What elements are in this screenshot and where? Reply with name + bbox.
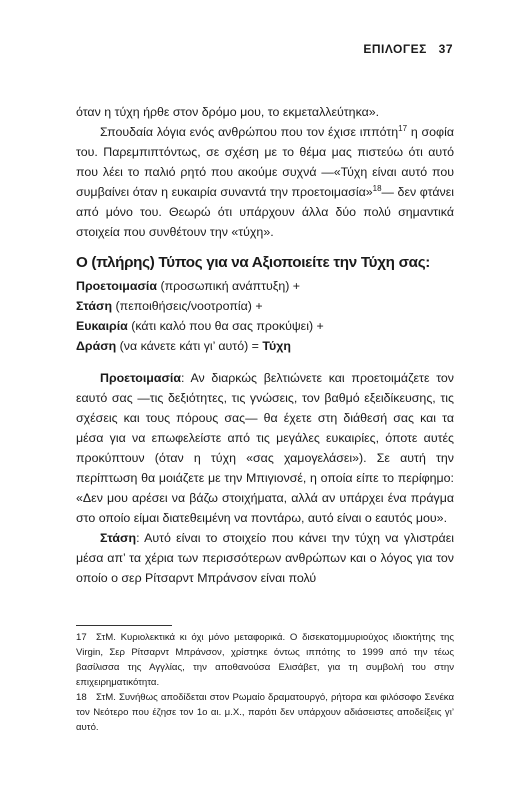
footnote-ref-18[interactable]: 18 — [372, 183, 382, 193]
main-text — [76, 102, 454, 588]
footnote-18 — [76, 690, 454, 735]
formula-block — [76, 276, 454, 356]
footnote-ref-17[interactable]: 17 — [398, 123, 408, 133]
section-heading: Ο (πλήρης) Τύπος για να Αξιοποιείτε την Τύχη σας: — [76, 254, 431, 271]
page-number: 37 — [438, 42, 453, 56]
paragraph-1: όταν η τύχη ήρθε στον δρόμο μου, το εκμεταλλεύτηκα». — [76, 105, 380, 119]
footnote-text: ΣτΜ. Συνήθως αποδίδεται στον Ρωμαίο δραματουργό, ρήτορα και φιλόσοφο Σενέκα τον Νεότερο που έζησε τον 1ο αι. μ.Χ., παρότι δεν υπάρχουν αδιάσειστες αποδείξεις γι’ αυτό. — [76, 692, 454, 733]
section-title: ΕΠΙΛΟΓΕΣ — [363, 42, 427, 56]
footnotes — [76, 630, 454, 735]
formula-line-opportunity — [76, 316, 454, 336]
footnote-number: 17 — [76, 632, 87, 643]
paragraph-2 — [76, 122, 454, 242]
paragraph-preparation — [76, 368, 454, 528]
formula-desc: (να κάνετε κάτι γι’ αυτό) = — [116, 339, 263, 353]
formula-desc: (προσωπική ανάπτυξη) + — [157, 279, 301, 293]
paragraph-2-text-b: η σοφία του. Παρεμπιπτόντως, σε σχέση με το θέμα μας πιστεύω ότι αυτό που λέει το παλιό ρητό που ακούμε συχνά —«Τύχη είναι αυτό που συμβαίνει όταν η ευκαιρία συναντά την προετοιμασία» — [76, 125, 454, 199]
formula-term: Δράση — [76, 339, 117, 353]
formula-term: Ευκαιρία — [76, 319, 128, 333]
formula-term: Προετοιμασία — [76, 279, 157, 293]
paragraph-2-text-c: — δεν φτάνει από μόνο του. Θεωρώ ότι υπάρχουν άλλα δύο πολύ σημαντικά στοιχεία που συνθέτουν την «τύχη». — [76, 185, 454, 239]
running-header — [363, 42, 453, 56]
footnote-text: ΣτΜ. Κυριολεκτικά κι όχι μόνο μεταφορικά. Ο δισεκατομμυριούχος ιδιοκτήτης της Virgin, Σερ Ρίτσαρντ Μπράνσον, χρίστηκε όντως ιππότης το 1999 από την τέως βασίλισσα της Αγγλίας, την αποθανούσα Ελισάβετ, για τη συμβολή του στην επιχειρηματικότητα. — [76, 632, 454, 688]
footnote-number: 18 — [76, 692, 87, 703]
formula-desc: (κάτι καλό που θα σας προκύψει) + — [127, 319, 324, 333]
paragraph-text: : Αν διαρκώς βελτιώνετε και προετοιμάζετε τον εαυτό σας —τις δεξιότητες, τις γνώσεις, τον βαθμό εξειδίκευσης, τις σχέσεις και τους πόρους σας— θα έχετε στη διάθεσή σας και τα μέσα για να επωφελείστε από τις μεγάλες ευκαιρίες, όποτε αυτές προκύπτουν (όταν η τύχη «σας χαμογελάσει»). Σε αυτή την περίπτωση θα μοιάζετε με την Μπιγιονσέ, η οποία είπε το περίφημο: «Δεν μου αρέσει να βάζω στοιχήματα, αλλά αν υπάρχει ένα πράγμα στο οποίο είμαι διατεθειμένη να ποντάρω, αυτό είναι ο εαυτός μου». — [76, 371, 454, 525]
footnote-17 — [76, 630, 454, 690]
paragraph-attitude — [76, 528, 454, 588]
formula-result: Τύχη — [262, 339, 291, 353]
paragraph-text: : Αυτό είναι το στοιχείο που κάνει την τύχη να γλιστράει μέσα απ’ τα χέρια των περισσότερων ανθρώπων και ο λόγος για τον οποίο ο σερ Ρίτσαρντ Μπράνσον είναι πολύ — [76, 531, 454, 585]
formula-line-action — [76, 336, 454, 356]
paragraph-term: Προετοιμασία — [100, 371, 181, 385]
paragraph-term: Στάση — [100, 531, 137, 545]
paragraph-2-text-a: Σπουδαία λόγια ενός ανθρώπου που τον έχισε ιππότη — [100, 125, 399, 139]
formula-line-preparation — [76, 276, 454, 296]
formula-term: Στάση — [76, 299, 113, 313]
formula-desc: (πεποιθήσεις/νοοτροπία) + — [112, 299, 263, 313]
footnote-divider — [76, 625, 172, 626]
formula-line-attitude — [76, 296, 454, 316]
